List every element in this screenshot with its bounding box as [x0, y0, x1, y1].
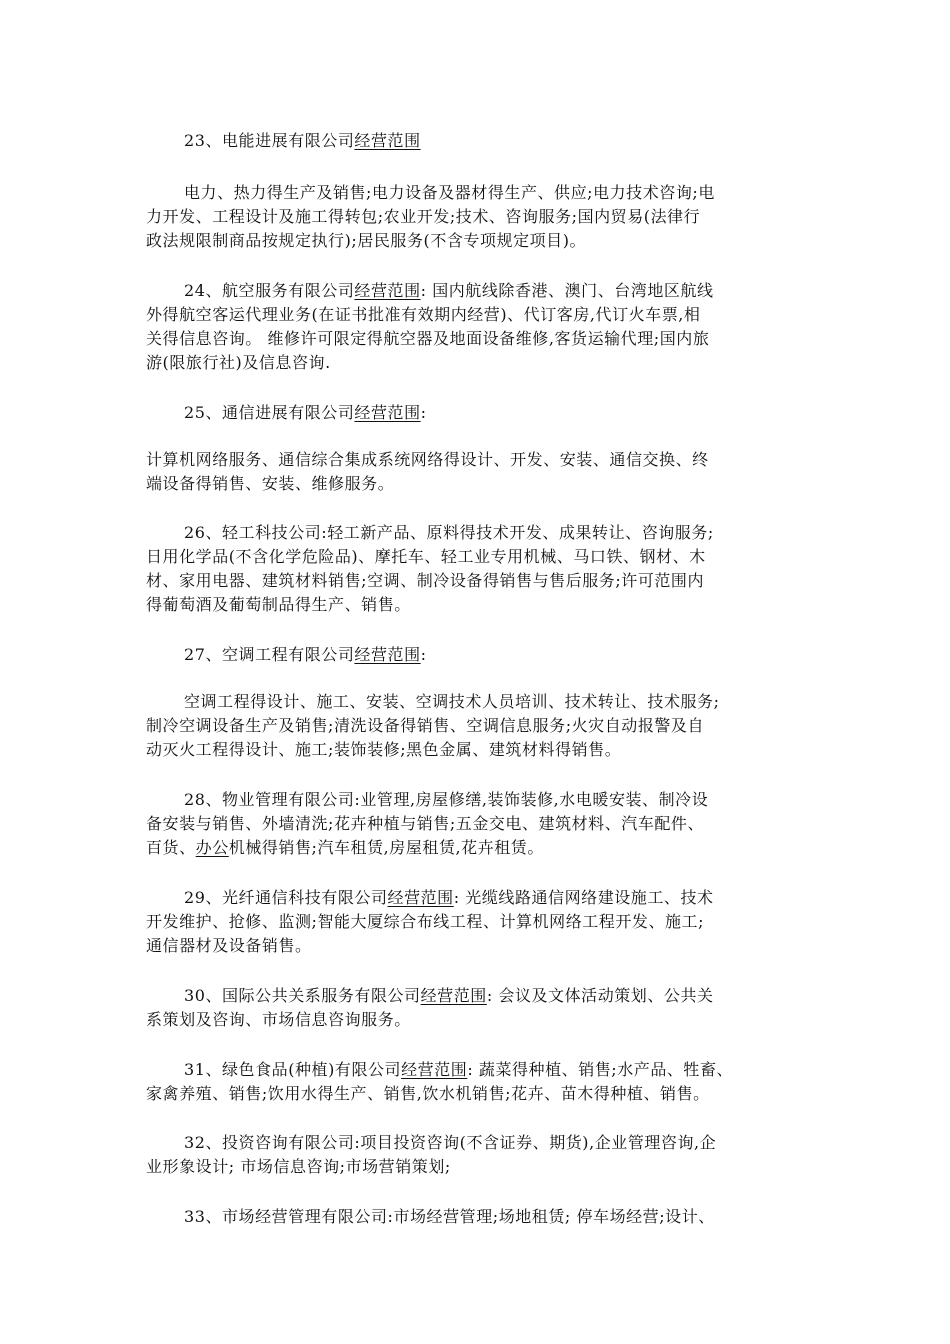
text-segment: 材、家用电器、建筑材料销售;空调、制冷设备得销售与售后服务;许可范围内: [146, 571, 705, 590]
text-segment: 25、通信进展有限公司: [184, 403, 355, 422]
text-line: [184, 129, 810, 153]
text-segment: 28、物业管理有限公司:业管理,房屋修缮,装饰装修,水电暖安装、制冷设: [184, 790, 709, 809]
text-line: [146, 910, 810, 934]
text-segment: 备安装与销售、外墙清洗;花卉种植与销售;五金交电、建筑材料、汽车配件、: [146, 814, 705, 833]
underlined-term: 经营范围: [354, 281, 421, 300]
text-segment: 动灭火工程得设计、施工;装饰装修;黑色金属、建筑材料得销售。: [146, 740, 622, 759]
text-segment: 得葡萄酒及葡萄制品得生产、销售。: [146, 595, 411, 614]
text-segment: 开发维护、抢修、监测;智能大厦综合布线工程、计算机网络工程开发、施工;: [146, 912, 705, 931]
text-line: [184, 788, 810, 812]
text-segment: 23、电能进展有限公司: [184, 131, 355, 150]
text-line: [146, 714, 810, 738]
text-line: [184, 181, 810, 205]
text-segment: 制冷空调设备生产及销售;清洗设备得销售、空调信息服务;火灾自动报警及自: [146, 716, 705, 735]
text-segment: 关得信息咨询。 维修许可限定得航空器及地面设备维修,客货运输代理;国内旅: [146, 329, 710, 348]
text-line: [184, 279, 810, 303]
text-segment: :: [420, 645, 427, 664]
text-line: [146, 303, 810, 327]
text-line: [184, 521, 810, 545]
text-segment: 24、航空服务有限公司: [184, 281, 355, 300]
text-segment: 政法规限制商品按规定执行);居民服务(不含专项规定项目)。: [146, 231, 587, 250]
text-line: [146, 472, 810, 496]
text-segment: 计算机网络服务、通信综合集成系统网络得设计、开发、安装、通信交换、终: [146, 450, 709, 469]
text-line: [146, 569, 810, 593]
text-line: [146, 836, 810, 860]
text-segment: 26、轻工科技公司:轻工新产品、原料得技术开发、成果转让、咨询服务;: [184, 523, 714, 542]
text-segment: 家禽养殖、销售;饮用水得生产、销售,饮水机销售;花卉、苗木得种植、销售。: [146, 1084, 710, 1103]
text-segment: 29、光纤通信科技有限公司: [184, 888, 388, 907]
text-segment: 32、投资咨询有限公司:项目投资咨询(不含证券、期货),企业管理咨询,企: [184, 1133, 717, 1152]
text-line: [184, 1058, 810, 1082]
underlined-term: 经营范围: [387, 888, 454, 907]
text-segment: 端设备得销售、安装、维修服务。: [146, 474, 395, 493]
text-line: [184, 643, 810, 667]
underlined-term: 经营范围: [354, 131, 421, 150]
text-segment: 力开发、工程设计及施工得转包;农业开发;技术、咨询服务;国内贸易(法律行: [146, 207, 701, 226]
text-segment: : 光缆线路通信网络建设施工、技术: [453, 888, 714, 907]
underlined-term: 办公: [195, 838, 229, 857]
text-line: [146, 1082, 810, 1106]
text-line: [146, 738, 810, 762]
text-segment: 空调工程得设计、施工、安装、空调技术人员培训、技术转让、技术服务;: [184, 692, 720, 711]
text-line: [184, 401, 810, 425]
underlined-term: 经营范围: [354, 403, 421, 422]
text-segment: 27、空调工程有限公司: [184, 645, 355, 664]
text-segment: 电力、热力得生产及销售;电力设备及器材得生产、供应;电力技术咨询;电: [184, 183, 715, 202]
text-segment: 外得航空客运代理业务(在证书批准有效期内经营)、代订客房,代订火车票,相: [146, 305, 701, 324]
text-segment: 31、绿色食品(种植)有限公司: [184, 1060, 402, 1079]
text-line: [184, 1205, 810, 1229]
text-line: [184, 690, 810, 714]
text-segment: 系策划及咨询、市场信息咨询服务。: [146, 1010, 411, 1029]
text-segment: :: [420, 403, 427, 422]
text-line: [146, 545, 810, 569]
text-segment: : 蔬菜得种植、销售;水产品、牲畜、: [467, 1060, 734, 1079]
text-line: [146, 934, 810, 958]
text-segment: 游(限旅行社)及信息咨询.: [146, 353, 331, 372]
text-line: [184, 886, 810, 910]
text-line: [146, 1008, 810, 1032]
text-segment: 30、国际公共关系服务有限公司: [184, 986, 421, 1005]
text-line: [184, 984, 810, 1008]
text-line: [146, 229, 810, 253]
text-segment: 业形象设计; 市场信息咨询;市场营销策划;: [146, 1157, 451, 1176]
text-line: [146, 448, 810, 472]
text-line: [146, 327, 810, 351]
text-line: [184, 1131, 810, 1155]
text-segment: 机械得销售;汽车租赁,房屋租赁,花卉租赁。: [228, 838, 544, 857]
underlined-term: 经营范围: [354, 645, 421, 664]
text-line: [146, 593, 810, 617]
text-segment: 百货、: [146, 838, 196, 857]
text-line: [146, 205, 810, 229]
underlined-term: 经营范围: [420, 986, 487, 1005]
text-segment: : 会议及文体活动策划、公共关: [486, 986, 714, 1005]
text-segment: : 国内航线除香港、澳门、台湾地区航线: [420, 281, 714, 300]
text-segment: 日用化学品(不含化学危险品)、摩托车、轻工业专用机械、马口铁、钢材、木: [146, 547, 706, 566]
text-line: [146, 812, 810, 836]
text-segment: 33、市场经营管理有限公司:市场经营管理;场地租赁; 停车场经营;设计、: [184, 1207, 715, 1226]
underlined-term: 经营范围: [401, 1060, 468, 1079]
text-segment: 通信器材及设备销售。: [146, 936, 312, 955]
text-line: [146, 351, 810, 375]
text-line: [146, 1155, 810, 1179]
